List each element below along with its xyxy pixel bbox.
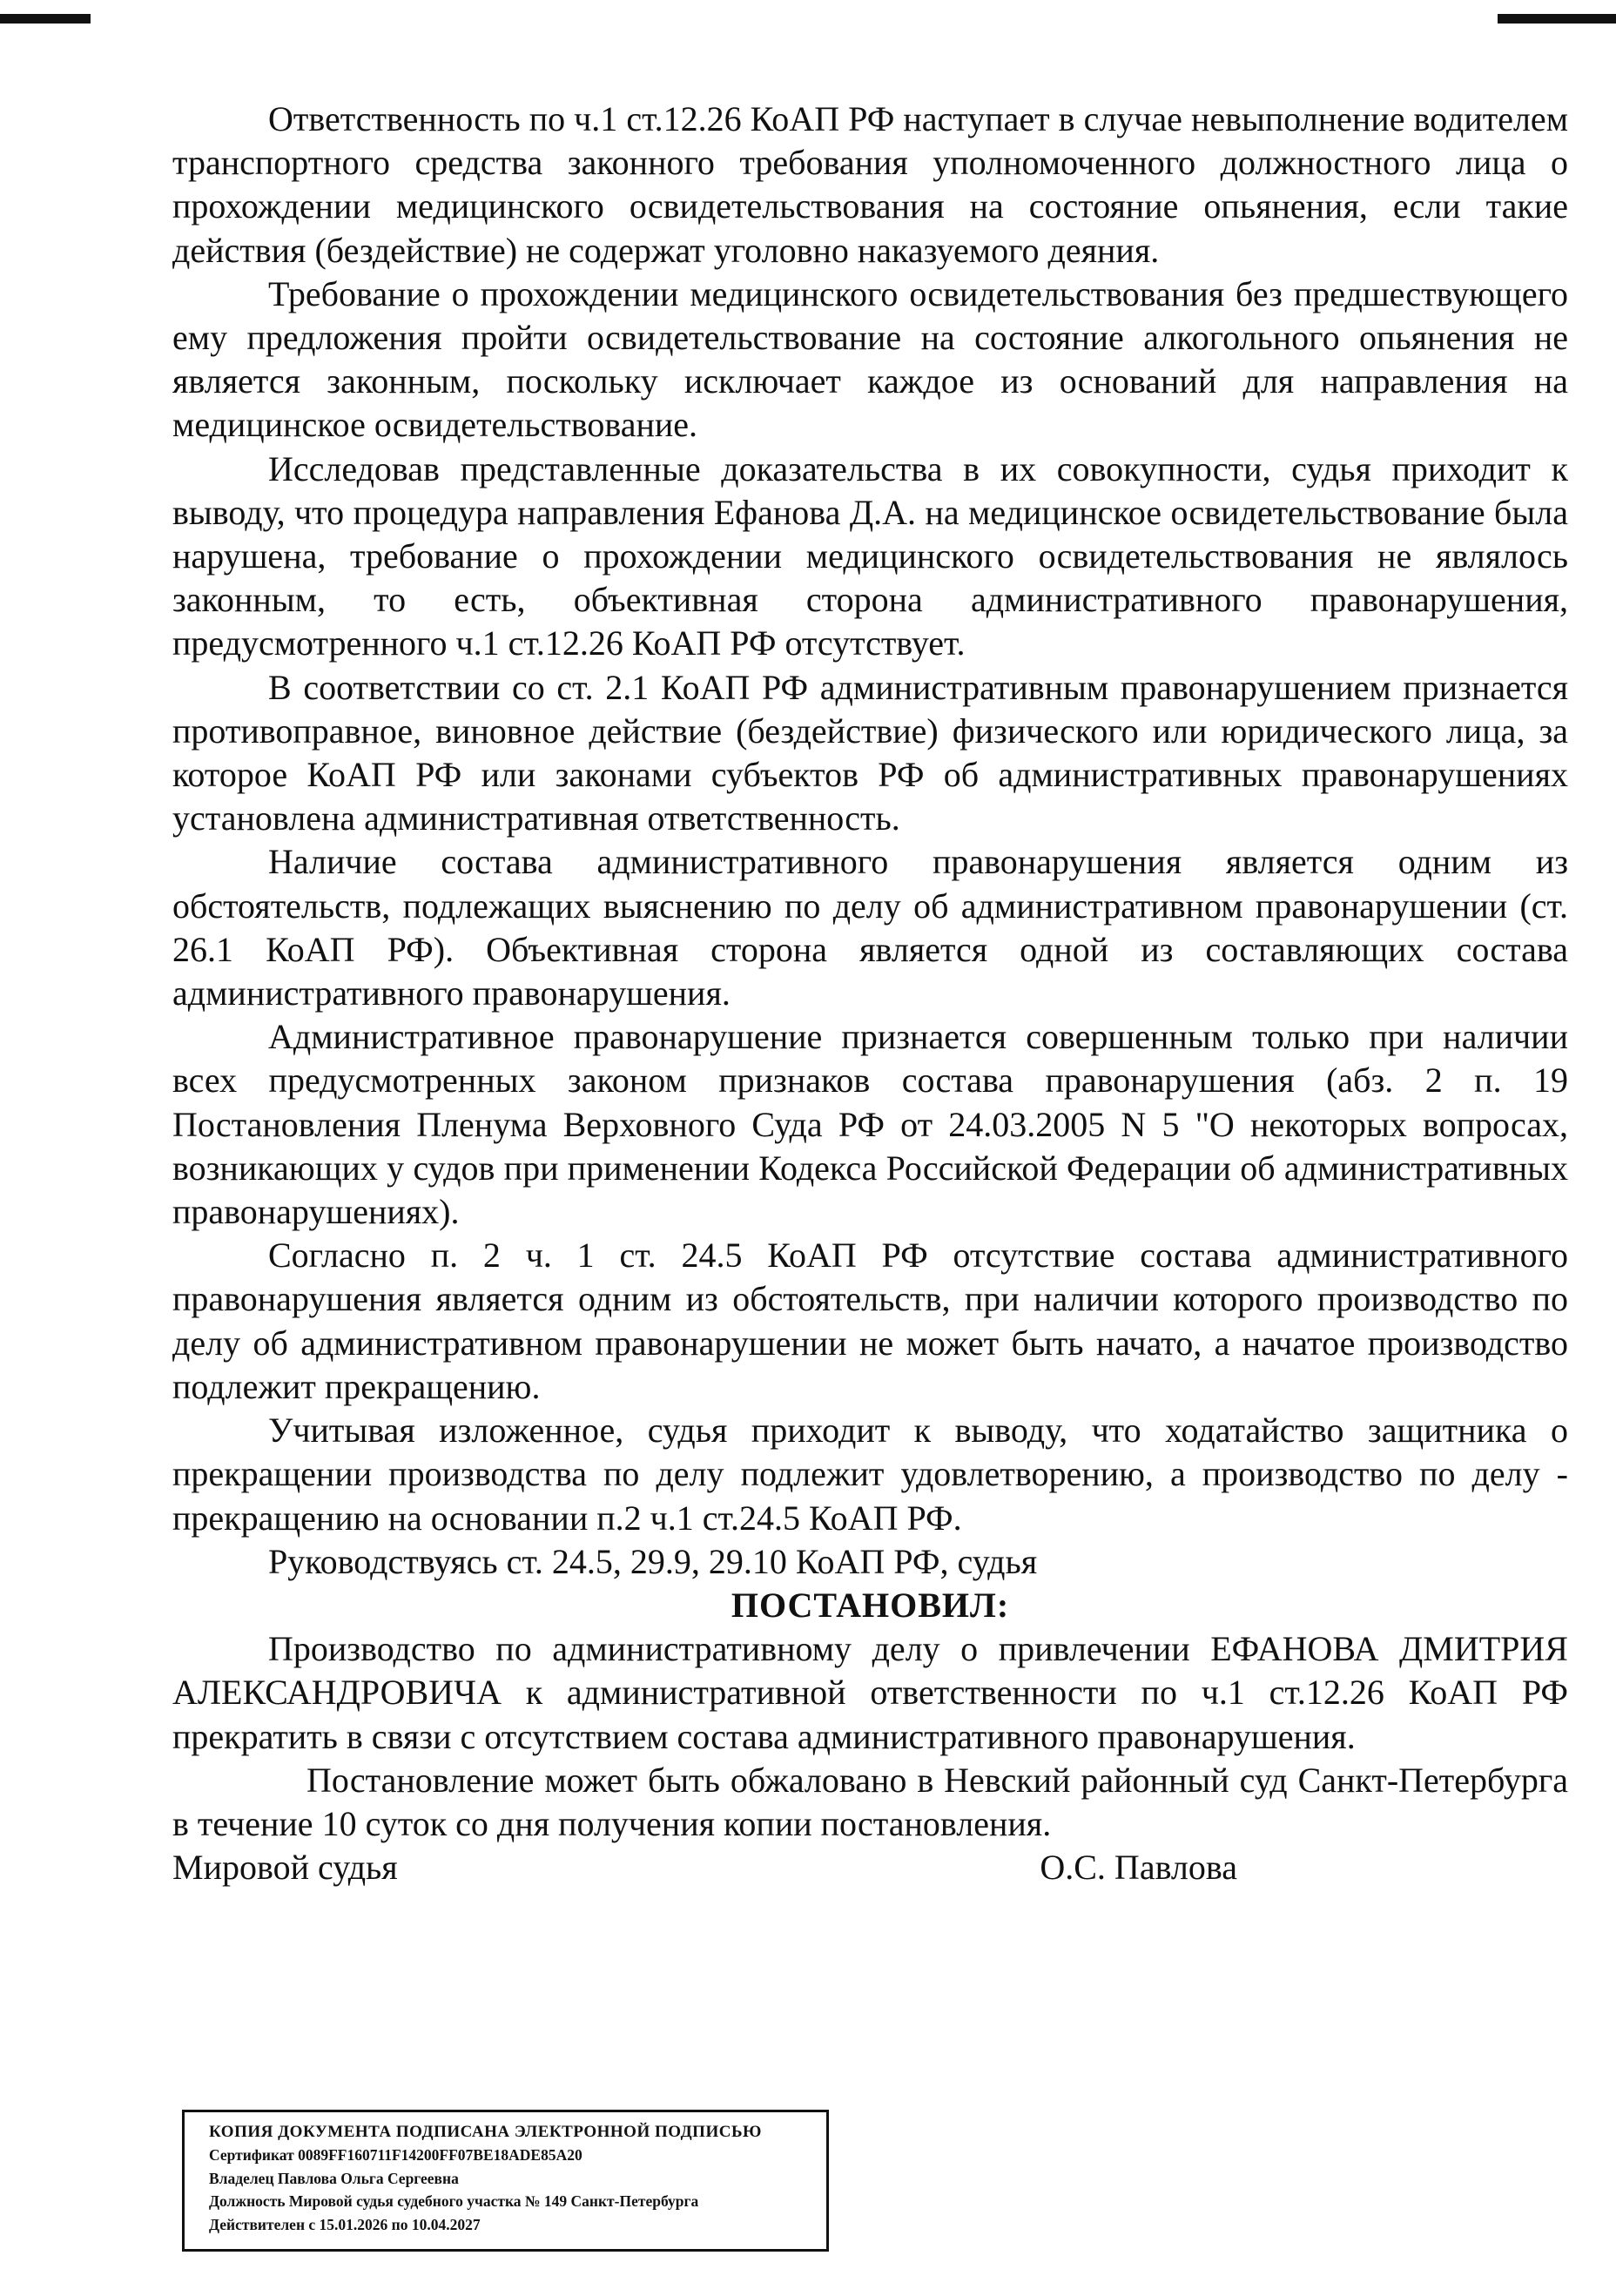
guided-by-line: Руководствуясь ст. 24.5, 29.9, 29.10 КоАП РФ, судья: [268, 1541, 1038, 1581]
paragraph-article-2-1: В соответствии со ст. 2.1 КоАП РФ административным правонарушением признается противоправное, виновное действие (бездействие) физического или юридического лица, за которое КоАП РФ или законами субъектов РФ об административных правонарушениях установлена административная ответственность.: [172, 667, 1568, 838]
stamp-title: КОПИЯ ДОКУМЕНТА ПОДПИСАНА ЭЛЕКТРОННОЙ ПОДПИСЬЮ: [209, 2123, 762, 2141]
paragraph-responsibility: Ответственность по ч.1 ст.12.26 КоАП РФ наступает в случае невыполнение водителем транспортного средства законного требования уполномоченного должностного лица о прохождении медицинского освидетельствования на состояние опьянения, если такие действия (бездействие) не содержат уголовно наказуемого деяния.: [172, 99, 1568, 270]
paragraph-evidence-conclusion: Исследовав представленные доказательства в их совокупности, судья приходит к выводу, что процедура направления Ефанова Д.А. на медицинское освидетельствование была нарушена, требование о прохождении медицинского освидетельствования не являлось законным, то есть, объективная сторона административного правонарушения, предусмотренного ч.1 ст.12.26 КоАП РФ отсутствует.: [172, 448, 1568, 663]
scan-edge-mark-left: [0, 14, 91, 24]
paragraph-motion-granted: Учитывая изложенное, судья приходит к выводу, что ходатайство защитника о прекращении производства по делу подлежит удовлетворению, а производство по делу - прекращению на основании п.2 ч.1 ст.24.5 КоАП РФ.: [172, 1411, 1568, 1538]
electronic-signature-stamp: [182, 2110, 829, 2252]
stamp-role: Должность Мировой судья судебного участка № 149 Санкт-Петербурга: [209, 2192, 699, 2210]
paragraph-requirement: Требование о прохождении медицинского освидетельствования без предшествующего ему предложения пройти освидетельствование на состояние алкогольного опьянения не является законным, поскольку исключает каждое из оснований для направления на медицинское освидетельствование.: [172, 273, 1568, 445]
stamp-validity: Действителен с 15.01.2026 по 10.04.2027: [209, 2215, 481, 2233]
stamp-owner: Владелец Павлова Ольга Сергеевна: [209, 2169, 459, 2187]
document-body: [172, 98, 1568, 1889]
paragraph-article-24-5: Согласно п. 2 ч. 1 ст. 24.5 КоАП РФ отсутствие состава административного правонарушения является одним из обстоятельств, при наличии которого производство по делу об административном правонарушении не может быть начато, а начатое производство подлежит прекращению.: [172, 1236, 1568, 1406]
ruling-paragraph: Производство по административному делу о привлечении ЕФАНОВА ДМИТРИЯ АЛЕКСАНДРОВИЧА к административной ответственности по ч.1 ст.12.26 КоАП РФ прекратить в связи с отсутствием состава административного правонарушения.: [172, 1629, 1568, 1756]
scan-edge-mark-right: [1498, 14, 1616, 24]
paragraph-plenum-resolution: Административное правонарушение признается совершенным только при наличии всех предусмотренных законом признаков состава правонарушения (абз. 2 п. 19 Постановления Пленума Верховного Суда РФ от 24.03.2005 N 5 "О некоторых вопросах, возникающих у судов при применении Кодекса Российской Федерации об административных правонарушениях).: [172, 1017, 1568, 1232]
signature-block: [172, 1846, 1568, 1889]
stamp-certificate: Сертификат 0089FF160711F14200FF07BE18ADE85A20: [209, 2146, 582, 2164]
judge-position: Мировой судья: [172, 1848, 398, 1888]
appeal-paragraph: Постановление может быть обжаловано в Невский районный суд Санкт-Петербурга в течение 10 суток со дня получения копии постановления.: [172, 1760, 1568, 1843]
resolution-heading: ПОСТАНОВИЛ:: [731, 1585, 1010, 1625]
judge-name: О.С. Павлова: [1040, 1848, 1237, 1888]
paragraph-offense-composition: Наличие состава административного правонарушения является одним из обстоятельств, подлежащих выяснению по делу об административном правонарушении (ст. 26.1 КоАП РФ). Объективная сторона является одной из составляющих состава административного правонарушения.: [172, 842, 1568, 1013]
